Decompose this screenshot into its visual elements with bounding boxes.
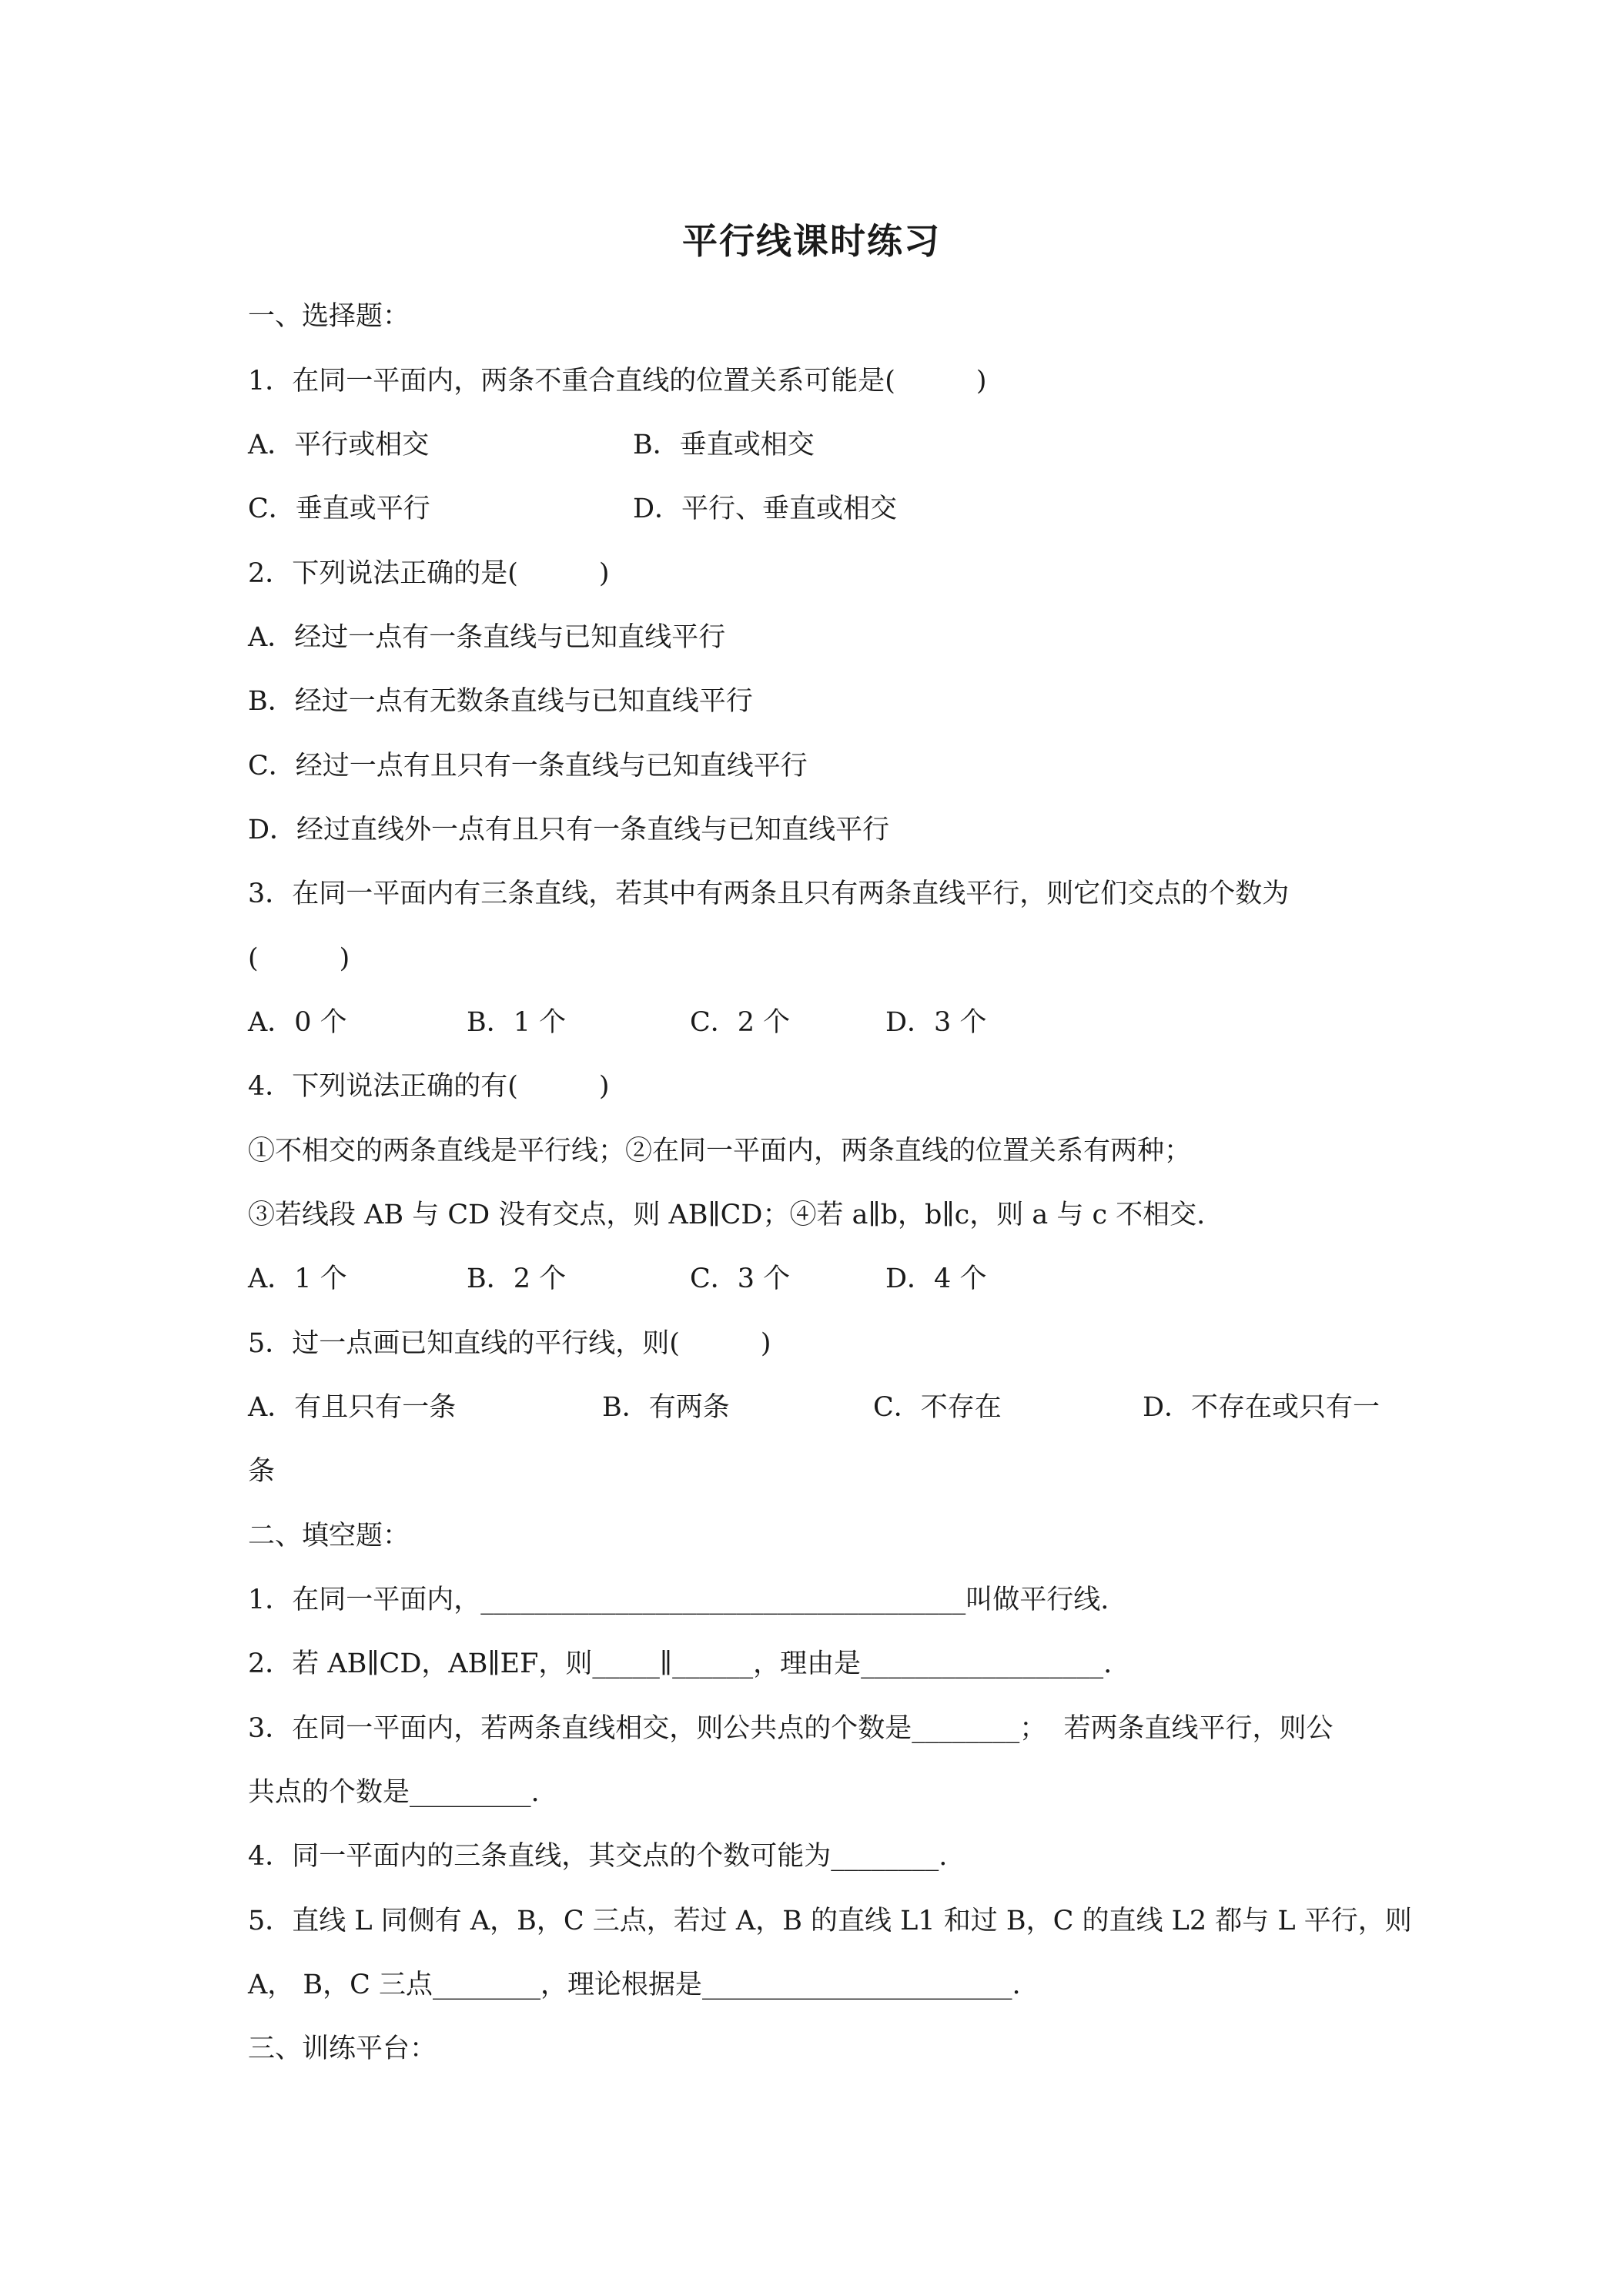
question-1-option-c: C．垂直或平行 [248, 494, 430, 524]
fill-question-5-line2: A， B，C 三点________，理论根据是_______________________. [248, 1970, 1021, 2000]
fill-question-1: 1．在同一平面内，____________________________________叫做平行线. [248, 1585, 1109, 1615]
question-5-option-c: C．不存在 [873, 1392, 1002, 1423]
fill-question-3-line1: 3．在同一平面内，若两条直线相交，则公共点的个数是________； 若两条直线平行，则公 [248, 1713, 1334, 1744]
question-2-stem: 2．下列说法正确的是( ) [248, 558, 610, 589]
question-5-option-b: B．有两条 [602, 1392, 730, 1423]
question-1-stem: 1．在同一平面内，两条不重合直线的位置关系可能是( ) [248, 366, 987, 397]
question-4-option-a: A．1 个 [248, 1263, 347, 1294]
question-3-option-d: D．3 个 [885, 1007, 987, 1038]
fill-question-3-line2: 共点的个数是_________. [248, 1777, 540, 1808]
question-4-statement-line1: ①不相交的两条直线是平行线；②在同一平面内，两条直线的位置关系有两种； [248, 1136, 1192, 1166]
fill-question-5-line1: 5．直线 L 同侧有 A，B，C 三点，若过 A，B 的直线 L1 和过 B，C 的直线 L2 都与 L 平行，则 [248, 1906, 1412, 1936]
question-5-option-d: D．不存在或只有一 [1143, 1392, 1380, 1423]
fill-question-4: 4．同一平面内的三条直线，其交点的个数可能为________. [248, 1841, 948, 1872]
question-1-option-d: D．平行、垂直或相交 [633, 494, 898, 524]
question-5-option-d-continued: 条 [248, 1456, 276, 1487]
section-heading-choice: 一、选择题： [248, 301, 410, 332]
question-3-option-a: A．0 个 [248, 1007, 347, 1038]
question-1-option-a: A．平行或相交 [248, 430, 430, 460]
question-2-option-c: C．经过一点有且只有一条直线与已知直线平行 [248, 751, 808, 782]
question-5-stem: 5．过一点画已知直线的平行线，则( ) [248, 1328, 771, 1359]
question-4-option-b: B．2 个 [467, 1263, 567, 1294]
question-2-option-d: D．经过直线外一点有且只有一条直线与已知直线平行 [248, 815, 890, 845]
section-heading-fill: 二、填空题： [248, 1521, 410, 1551]
question-2-option-a: A．经过一点有一条直线与已知直线平行 [248, 622, 726, 653]
fill-question-2: 2．若 AB∥CD，AB∥EF，则_____∥______，理由是__________________. [248, 1648, 1113, 1679]
question-3-stem-line1: 3．在同一平面内有三条直线，若其中有两条且只有两条直线平行，则它们交点的个数为 [248, 879, 1290, 909]
question-3-stem-line2: ( ) [248, 943, 350, 974]
question-3-option-b: B．1 个 [467, 1007, 567, 1038]
section-heading-training: 三、训练平台： [248, 2033, 437, 2064]
page-title: 平行线课时练习 [682, 220, 941, 262]
question-5-option-a: A．有且只有一条 [248, 1392, 457, 1423]
question-4-stem: 4．下列说法正确的有( ) [248, 1071, 610, 1102]
question-4-option-c: C．3 个 [690, 1263, 791, 1294]
question-2-option-b: B．经过一点有无数条直线与已知直线平行 [248, 686, 753, 717]
question-1-option-b: B．垂直或相交 [633, 430, 815, 460]
question-4-option-d: D．4 个 [885, 1263, 987, 1294]
question-4-statement-line2: ③若线段 AB 与 CD 没有交点，则 AB∥CD；④若 a∥b，b∥c，则 a 与 c 不相交. [248, 1200, 1206, 1230]
question-3-option-c: C．2 个 [690, 1007, 791, 1038]
